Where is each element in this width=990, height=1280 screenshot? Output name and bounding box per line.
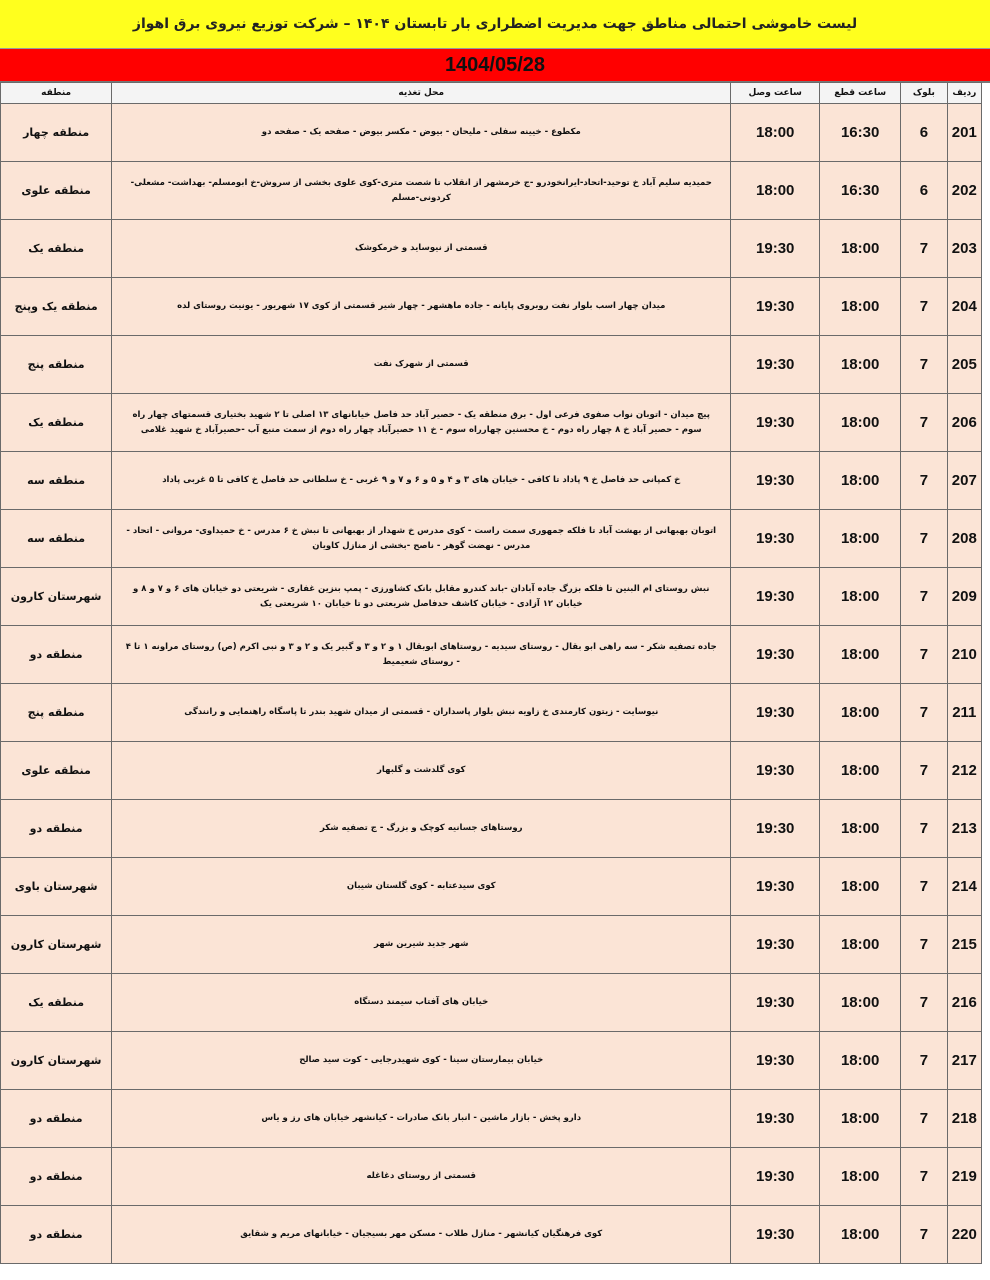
table-row	[1, 568, 982, 626]
table-row	[1, 394, 982, 452]
row-number-cell: 216	[947, 974, 981, 1032]
region-cell: شهرستان کارون	[1, 1032, 112, 1090]
connect-time-cell: 18:00	[731, 104, 820, 162]
connect-time-cell: 19:30	[731, 568, 820, 626]
region-cell: منطقه علوی	[1, 742, 112, 800]
table-row	[1, 336, 982, 394]
location-cell: نیوسایت - زیتون کارمندی خ زاویه نبش بلوار پاسداران - قسمتی از میدان شهید بندر تا پاسگاه راهنمایی و رانندگی	[112, 684, 731, 742]
cut-time-cell: 18:00	[820, 336, 901, 394]
location-cell: مکطوع - خیینه سفلی - ملیحان - بیوض - مکسر بیوض - صفحه یک - صفحه دو	[112, 104, 731, 162]
cut-time-cell: 18:00	[820, 916, 901, 974]
table-header-row	[1, 83, 982, 104]
table-row	[1, 278, 982, 336]
location-cell: کوی گلدشت و گلبهار	[112, 742, 731, 800]
row-number-cell: 212	[947, 742, 981, 800]
block-cell: 7	[901, 568, 948, 626]
cut-time-cell: 16:30	[820, 104, 901, 162]
region-cell: منطقه یک	[1, 974, 112, 1032]
block-cell: 6	[901, 104, 948, 162]
row-number-cell: 218	[947, 1090, 981, 1148]
connect-time-cell: 19:30	[731, 684, 820, 742]
connect-time-cell: 19:30	[731, 916, 820, 974]
region-cell: منطقه دو	[1, 800, 112, 858]
row-number-cell: 213	[947, 800, 981, 858]
region-cell: منطقه علوی	[1, 162, 112, 220]
location-cell: روستاهای جسانیه کوچک و بزرگ - ج تصفیه شکر	[112, 800, 731, 858]
header-cut-time: ساعت قطع	[820, 83, 901, 104]
cut-time-cell: 16:30	[820, 162, 901, 220]
row-number-cell: 209	[947, 568, 981, 626]
header-row-number: ردیف	[947, 83, 981, 104]
connect-time-cell: 19:30	[731, 278, 820, 336]
location-cell: قسمتی از شهرک نفت	[112, 336, 731, 394]
location-cell: شهر جدید شیرین شهر	[112, 916, 731, 974]
table-row	[1, 162, 982, 220]
cut-time-cell: 18:00	[820, 626, 901, 684]
table-row	[1, 858, 982, 916]
row-number-cell: 202	[947, 162, 981, 220]
region-cell: منطقه یک	[1, 220, 112, 278]
row-number-cell: 207	[947, 452, 981, 510]
block-cell: 7	[901, 278, 948, 336]
block-cell: 7	[901, 800, 948, 858]
connect-time-cell: 19:30	[731, 858, 820, 916]
table-row	[1, 220, 982, 278]
connect-time-cell: 19:30	[731, 1090, 820, 1148]
cut-time-cell: 18:00	[820, 858, 901, 916]
table-row	[1, 974, 982, 1032]
region-cell: منطقه سه	[1, 452, 112, 510]
cut-time-cell: 18:00	[820, 394, 901, 452]
connect-time-cell: 19:30	[731, 336, 820, 394]
location-cell: خیابان های آفتاب سیمند دستگاه	[112, 974, 731, 1032]
region-cell: منطقه یک	[1, 394, 112, 452]
block-cell: 7	[901, 1148, 948, 1206]
cut-time-cell: 18:00	[820, 1206, 901, 1264]
header-location: محل تغذیه	[112, 83, 731, 104]
connect-time-cell: 19:30	[731, 1032, 820, 1090]
block-cell: 7	[901, 394, 948, 452]
table-row	[1, 916, 982, 974]
location-cell: پیچ میدان - اتوبان نواب صفوی فرعی اول - برق منطقه یک - حصیر آباد حد فاصل خیابانهای ۱۳ اصلی تا ۲ شهید بختیاری قسمتهای چهار راه سوم - حصیر آباد خ ۸ چهار راه دوم - خ محسنین چهارراه سوم - خ ۱۱ حصیرآباد چهار راه دوم از سمت منبع آب -حصیرآباد خ شهید غلامی	[112, 394, 731, 452]
table-body	[1, 104, 982, 1264]
cut-time-cell: 18:00	[820, 1032, 901, 1090]
connect-time-cell: 19:30	[731, 220, 820, 278]
location-cell: جاده تصفیه شکر - سه راهی ابو بقال - روستای سیدیه - روستاهای ابوبقال ۱ و ۲ و ۳ و گبیر یک و ۲ و ۳ و نبی اکرم (ص) روستای مراونه ۱ تا ۴ - روستای شعیمیط	[112, 626, 731, 684]
table-row	[1, 800, 982, 858]
title-banner	[0, 0, 990, 49]
cut-time-cell: 18:00	[820, 568, 901, 626]
outage-table	[0, 82, 982, 1264]
block-cell: 7	[901, 626, 948, 684]
table-row	[1, 1206, 982, 1264]
connect-time-cell: 18:00	[731, 162, 820, 220]
region-cell: منطقه یک وپنج	[1, 278, 112, 336]
table-row	[1, 104, 982, 162]
location-cell: اتوبان بهبهانی از بهشت آباد تا فلکه جمهوری سمت راست - کوی مدرس خ شهدار از بهبهانی تا نبش خ ۶ مدرس - خ حمیداوی- مروانی - اتحاد - مدرس - نهضت گوهر - ناصح -بخشی از منازل کاویان	[112, 510, 731, 568]
table-row	[1, 1090, 982, 1148]
connect-time-cell: 19:30	[731, 742, 820, 800]
row-number-cell: 220	[947, 1206, 981, 1264]
location-cell: خیابان بیمارستان سینا - کوی شهیدرجایی - کوت سید صالح	[112, 1032, 731, 1090]
connect-time-cell: 19:30	[731, 452, 820, 510]
cut-time-cell: 18:00	[820, 800, 901, 858]
block-cell: 7	[901, 336, 948, 394]
table-row	[1, 452, 982, 510]
connect-time-cell: 19:30	[731, 974, 820, 1032]
block-cell: 6	[901, 162, 948, 220]
cut-time-cell: 18:00	[820, 974, 901, 1032]
connect-time-cell: 19:30	[731, 510, 820, 568]
page-title: لیست خاموشی احتمالی مناطق جهت مدیریت اضطراری بار تابستان ۱۴۰۴ – شرکت توزیع نیروی برق اهواز	[132, 16, 858, 32]
location-cell: قسمتی از روستای دغاغله	[112, 1148, 731, 1206]
region-cell: منطقه دو	[1, 626, 112, 684]
table-row	[1, 684, 982, 742]
region-cell: شهرستان کارون	[1, 568, 112, 626]
block-cell: 7	[901, 510, 948, 568]
region-cell: منطقه پنج	[1, 684, 112, 742]
block-cell: 7	[901, 452, 948, 510]
region-cell: منطقه پنج	[1, 336, 112, 394]
row-number-cell: 214	[947, 858, 981, 916]
table-row	[1, 510, 982, 568]
region-cell: شهرستان باوی	[1, 858, 112, 916]
row-number-cell: 217	[947, 1032, 981, 1090]
cut-time-cell: 18:00	[820, 220, 901, 278]
row-number-cell: 211	[947, 684, 981, 742]
connect-time-cell: 19:30	[731, 394, 820, 452]
row-number-cell: 208	[947, 510, 981, 568]
region-cell: منطقه چهار	[1, 104, 112, 162]
row-number-cell: 210	[947, 626, 981, 684]
location-cell: دارو پخش - بازار ماشین - انبار بانک صادرات - کیانشهر خیابان های رز و یاس	[112, 1090, 731, 1148]
cut-time-cell: 18:00	[820, 1090, 901, 1148]
cut-time-cell: 18:00	[820, 278, 901, 336]
cut-time-cell: 18:00	[820, 1148, 901, 1206]
connect-time-cell: 19:30	[731, 626, 820, 684]
location-cell: خ کمپانی حد فاصل خ ۹ پاداد تا کافی - خیابان های ۳ و ۴ و ۵ و ۶ و ۷ و ۹ غربی - خ سلطانی حد فاصل خ کافی تا ۵ غربی پاداد	[112, 452, 731, 510]
block-cell: 7	[901, 1090, 948, 1148]
row-number-cell: 205	[947, 336, 981, 394]
location-cell: میدان چهار اسب بلوار نفت روبروی پایانه - جاده ماهشهر - چهار شیر قسمتی از کوی ۱۷ شهریور - یونیت روستای لده	[112, 278, 731, 336]
cut-time-cell: 18:00	[820, 684, 901, 742]
block-cell: 7	[901, 220, 948, 278]
connect-time-cell: 19:30	[731, 1206, 820, 1264]
header-region: منطقه	[1, 83, 112, 104]
connect-time-cell: 19:30	[731, 800, 820, 858]
location-cell: حمیدیه سلیم آباد خ توحید-اتحاد-ایرانخودرو -ج خرمشهر از انقلاب تا شصت متری-کوی علوی بخشی از سروش-خ ابومسلم- بهداشت- مشعلی- کردونی-مسلم	[112, 162, 731, 220]
table-row	[1, 1032, 982, 1090]
cut-time-cell: 18:00	[820, 510, 901, 568]
table-row	[1, 626, 982, 684]
region-cell: شهرستان کارون	[1, 916, 112, 974]
row-number-cell: 206	[947, 394, 981, 452]
row-number-cell: 201	[947, 104, 981, 162]
region-cell: منطقه دو	[1, 1206, 112, 1264]
block-cell: 7	[901, 858, 948, 916]
table-row	[1, 1148, 982, 1206]
block-cell: 7	[901, 684, 948, 742]
location-cell: نبش روستای ام البنین تا فلکه بزرگ جاده آبادان -باند کندرو مقابل بانک کشاورزی - پمپ بنزین غفاری - شریعتی دو خیابان های ۶ و ۷ و ۸ و خیابان ۱۲ آزادی - خیابان کاشف حدفاصل شریعتی دو تا خیابان ۱۰ شریعتی یک	[112, 568, 731, 626]
region-cell: منطقه سه	[1, 510, 112, 568]
connect-time-cell: 19:30	[731, 1148, 820, 1206]
region-cell: منطقه دو	[1, 1090, 112, 1148]
block-cell: 7	[901, 916, 948, 974]
date-banner	[0, 49, 990, 83]
row-number-cell: 203	[947, 220, 981, 278]
block-cell: 7	[901, 1206, 948, 1264]
region-cell: منطقه دو	[1, 1148, 112, 1206]
outage-table-container	[0, 82, 990, 1264]
row-number-cell: 204	[947, 278, 981, 336]
cut-time-cell: 18:00	[820, 452, 901, 510]
row-number-cell: 215	[947, 916, 981, 974]
header-connect-time: ساعت وصل	[731, 83, 820, 104]
header-block: بلوک	[901, 83, 948, 104]
block-cell: 7	[901, 742, 948, 800]
block-cell: 7	[901, 974, 948, 1032]
location-cell: قسمتی از نیوساید و خرمکوشک	[112, 220, 731, 278]
location-cell: کوی سیدعتابه - کوی گلستان شیبان	[112, 858, 731, 916]
location-cell: کوی فرهنگیان کیانشهر - منازل طلاب - مسکن مهر بسیجیان - خیابانهای مریم و شقایق	[112, 1206, 731, 1264]
table-row	[1, 742, 982, 800]
cut-time-cell: 18:00	[820, 742, 901, 800]
block-cell: 7	[901, 1032, 948, 1090]
row-number-cell: 219	[947, 1148, 981, 1206]
schedule-date: 1404/05/28	[444, 53, 546, 76]
